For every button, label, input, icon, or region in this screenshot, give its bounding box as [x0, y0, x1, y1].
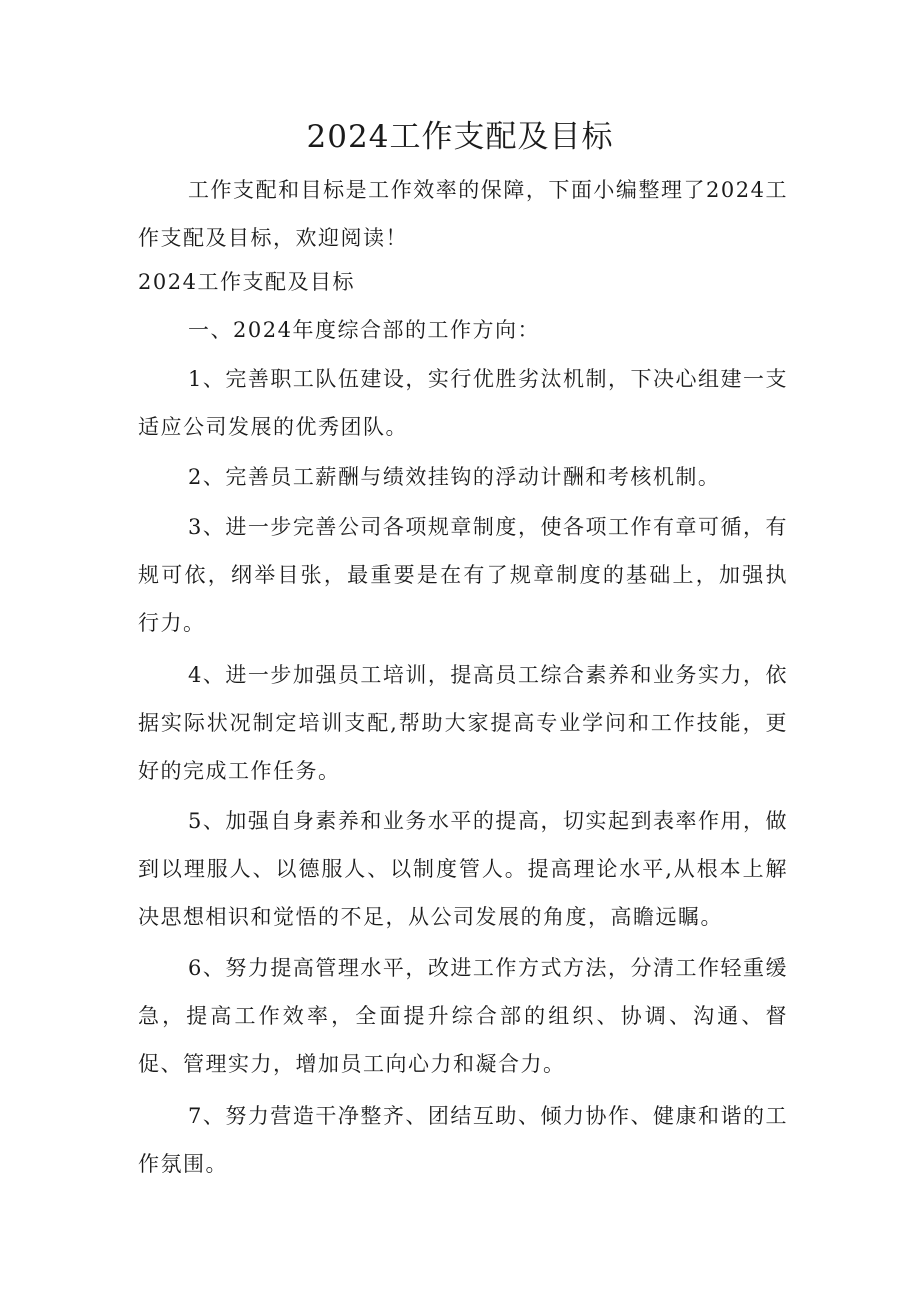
list-item-3: 3、进一步完善公司各项规章制度，使各项工作有章可循，有规可依，纲举目张，最重要是在有了规章制度的基础上，加强执行力。	[138, 515, 788, 635]
list-item-4: 4、进一步加强员工培训，提高员工综合素养和业务实力，依据实际状况制定培训支配,帮助大家提高专业学问和工作技能，更好的完成工作任务。	[138, 663, 788, 783]
document-title: 2024工作支配及目标	[306, 119, 614, 155]
list-item-6: 6、努力提高管理水平，改进工作方式方法，分清工作轻重缓急，提高工作效率，全面提升综合部的组织、协调、沟通、督促、管理实力，增加员工向心力和凝合力。	[138, 956, 788, 1076]
list-item-7: 7、努力营造干净整齐、团结互助、倾力协作、健康和谐的工作氛围。	[138, 1104, 788, 1176]
intro-paragraph: 工作支配和目标是工作效率的保障，下面小编整理了2024工作支配及目标，欢迎阅读！	[138, 178, 788, 250]
list-item-5: 5、加强自身素养和业务水平的提高，切实起到表率作用，做到以理服人、以德服人、以制度管人。提高理论水平,从根本上解决思想相识和觉悟的不足，从公司发展的角度，高瞻远瞩。	[138, 809, 788, 929]
section-heading: 一、2024年度综合部的工作方向：	[188, 318, 540, 342]
list-item-1: 1、完善职工队伍建设，实行优胜劣汰机制，下决心组建一支适应公司发展的优秀团队。	[138, 367, 788, 439]
subheading: 2024工作支配及目标	[138, 270, 355, 294]
list-item-2: 2、完善员工薪酬与绩效挂钩的浮动计酬和考核机制。	[188, 465, 721, 489]
